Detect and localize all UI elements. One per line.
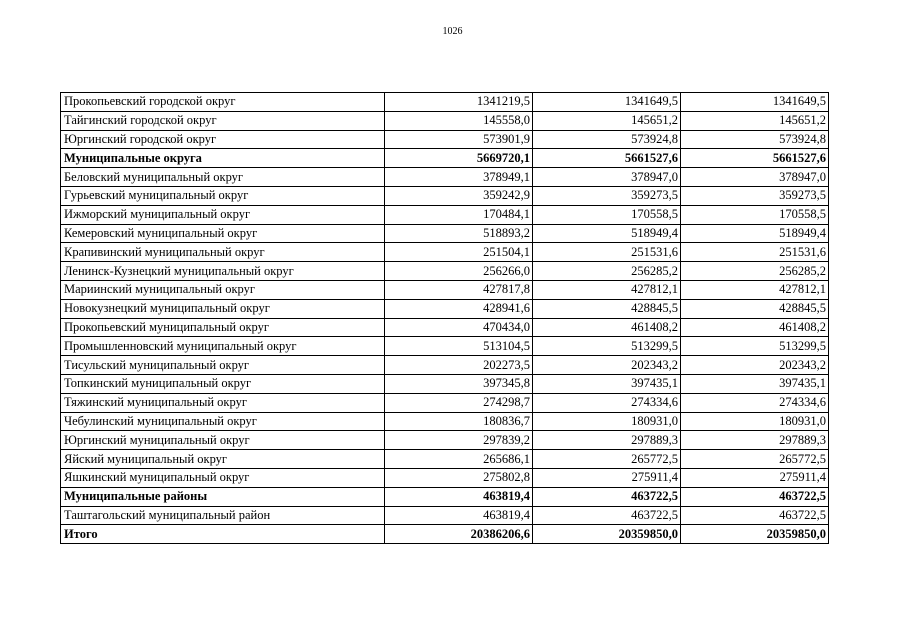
row-value-1-cell: 274298,7 — [385, 393, 533, 412]
row-name-cell: Юргинский муниципальный округ — [61, 431, 385, 450]
row-value-3-cell: 513299,5 — [681, 337, 829, 356]
table-row — [61, 111, 829, 130]
row-value-3-cell: 256285,2 — [681, 262, 829, 281]
row-value-2-cell: 180931,0 — [533, 412, 681, 431]
row-value-1-cell: 5669720,1 — [385, 149, 533, 168]
row-value-1-cell: 427817,8 — [385, 280, 533, 299]
table-row — [61, 412, 829, 431]
row-value-1-cell: 256266,0 — [385, 262, 533, 281]
row-value-3-cell: 251531,6 — [681, 243, 829, 262]
table-row — [61, 93, 829, 112]
row-value-3-cell: 274334,6 — [681, 393, 829, 412]
table-body — [61, 93, 829, 544]
row-value-3-cell: 265772,5 — [681, 450, 829, 469]
row-value-1-cell: 359242,9 — [385, 186, 533, 205]
table-row — [61, 468, 829, 487]
row-value-2-cell: 1341649,5 — [533, 93, 681, 112]
row-name-cell: Чебулинский муниципальный округ — [61, 412, 385, 431]
row-value-1-cell: 265686,1 — [385, 450, 533, 469]
row-value-2-cell: 275911,4 — [533, 468, 681, 487]
row-value-1-cell: 20386206,6 — [385, 525, 533, 544]
row-value-2-cell: 145651,2 — [533, 111, 681, 130]
table-row — [61, 506, 829, 525]
row-value-1-cell: 378949,1 — [385, 168, 533, 187]
row-name-cell: Крапивинский муниципальный округ — [61, 243, 385, 262]
row-value-1-cell: 1341219,5 — [385, 93, 533, 112]
row-value-3-cell: 145651,2 — [681, 111, 829, 130]
row-value-3-cell: 170558,5 — [681, 205, 829, 224]
row-value-2-cell: 5661527,6 — [533, 149, 681, 168]
row-value-3-cell: 573924,8 — [681, 130, 829, 149]
row-name-cell: Гурьевский муниципальный округ — [61, 186, 385, 205]
table-row — [61, 280, 829, 299]
row-name-cell: Ижморский муниципальный округ — [61, 205, 385, 224]
row-name-cell: Промышленновский муниципальный округ — [61, 337, 385, 356]
row-value-3-cell: 202343,2 — [681, 356, 829, 375]
row-value-3-cell: 427812,1 — [681, 280, 829, 299]
row-value-2-cell: 397435,1 — [533, 374, 681, 393]
row-value-2-cell: 265772,5 — [533, 450, 681, 469]
table-row-summary — [61, 525, 829, 544]
row-name-cell: Топкинский муниципальный округ — [61, 374, 385, 393]
row-value-1-cell: 202273,5 — [385, 356, 533, 375]
row-value-3-cell: 463722,5 — [681, 506, 829, 525]
row-value-2-cell: 20359850,0 — [533, 525, 681, 544]
row-value-1-cell: 463819,4 — [385, 506, 533, 525]
table-row — [61, 318, 829, 337]
row-value-1-cell: 297839,2 — [385, 431, 533, 450]
row-value-1-cell: 573901,9 — [385, 130, 533, 149]
row-value-1-cell: 518893,2 — [385, 224, 533, 243]
table-row-summary — [61, 149, 829, 168]
row-name-cell: Прокопьевский муниципальный округ — [61, 318, 385, 337]
row-value-3-cell: 397435,1 — [681, 374, 829, 393]
row-value-2-cell: 274334,6 — [533, 393, 681, 412]
row-name-cell: Ленинск-Кузнецкий муниципальный округ — [61, 262, 385, 281]
row-value-3-cell: 1341649,5 — [681, 93, 829, 112]
row-value-2-cell: 297889,3 — [533, 431, 681, 450]
row-value-3-cell: 463722,5 — [681, 487, 829, 506]
row-value-3-cell: 275911,4 — [681, 468, 829, 487]
table-row — [61, 224, 829, 243]
row-value-3-cell: 518949,4 — [681, 224, 829, 243]
row-value-3-cell: 378947,0 — [681, 168, 829, 187]
row-value-1-cell: 463819,4 — [385, 487, 533, 506]
table-row — [61, 393, 829, 412]
row-value-2-cell: 573924,8 — [533, 130, 681, 149]
row-name-cell: Муниципальные округа — [61, 149, 385, 168]
table-row — [61, 186, 829, 205]
table-row — [61, 431, 829, 450]
row-name-cell: Юргинский городской округ — [61, 130, 385, 149]
row-name-cell: Яшкинский муниципальный округ — [61, 468, 385, 487]
row-value-2-cell: 378947,0 — [533, 168, 681, 187]
row-value-2-cell: 463722,5 — [533, 487, 681, 506]
row-name-cell: Тяжинский муниципальный округ — [61, 393, 385, 412]
table-row — [61, 299, 829, 318]
row-name-cell: Таштагольский муниципальный район — [61, 506, 385, 525]
row-name-cell: Новокузнецкий муниципальный округ — [61, 299, 385, 318]
table-row — [61, 374, 829, 393]
row-value-3-cell: 180931,0 — [681, 412, 829, 431]
row-value-2-cell: 463722,5 — [533, 506, 681, 525]
row-value-2-cell: 256285,2 — [533, 262, 681, 281]
row-value-1-cell: 170484,1 — [385, 205, 533, 224]
row-value-1-cell: 145558,0 — [385, 111, 533, 130]
row-value-1-cell: 251504,1 — [385, 243, 533, 262]
table-row — [61, 168, 829, 187]
row-value-3-cell: 428845,5 — [681, 299, 829, 318]
row-value-2-cell: 170558,5 — [533, 205, 681, 224]
row-value-3-cell: 461408,2 — [681, 318, 829, 337]
row-value-1-cell: 180836,7 — [385, 412, 533, 431]
row-name-cell: Кемеровский муниципальный округ — [61, 224, 385, 243]
row-name-cell: Беловский муниципальный округ — [61, 168, 385, 187]
row-value-3-cell: 20359850,0 — [681, 525, 829, 544]
table-row — [61, 205, 829, 224]
row-value-1-cell: 275802,8 — [385, 468, 533, 487]
table-row — [61, 356, 829, 375]
page-number: 1026 — [442, 26, 463, 37]
row-name-cell: Муниципальные районы — [61, 487, 385, 506]
row-value-1-cell: 397345,8 — [385, 374, 533, 393]
row-value-2-cell: 251531,6 — [533, 243, 681, 262]
table-row-summary — [61, 487, 829, 506]
row-value-3-cell: 5661527,6 — [681, 149, 829, 168]
row-value-2-cell: 428845,5 — [533, 299, 681, 318]
row-name-cell: Тисульский муниципальный округ — [61, 356, 385, 375]
budget-table — [60, 92, 829, 544]
table-row — [61, 450, 829, 469]
row-value-2-cell: 461408,2 — [533, 318, 681, 337]
row-value-2-cell: 518949,4 — [533, 224, 681, 243]
row-value-3-cell: 359273,5 — [681, 186, 829, 205]
row-value-1-cell: 513104,5 — [385, 337, 533, 356]
row-name-cell: Яйский муниципальный округ — [61, 450, 385, 469]
row-value-1-cell: 428941,6 — [385, 299, 533, 318]
row-value-2-cell: 202343,2 — [533, 356, 681, 375]
table-row — [61, 262, 829, 281]
row-value-3-cell: 297889,3 — [681, 431, 829, 450]
row-name-cell: Прокопьевский городской округ — [61, 93, 385, 112]
row-value-2-cell: 513299,5 — [533, 337, 681, 356]
row-value-1-cell: 470434,0 — [385, 318, 533, 337]
table-row — [61, 130, 829, 149]
row-name-cell: Тайгинский городской округ — [61, 111, 385, 130]
row-name-cell: Мариинский муниципальный округ — [61, 280, 385, 299]
row-value-2-cell: 427812,1 — [533, 280, 681, 299]
table-row — [61, 337, 829, 356]
row-name-cell: Итого — [61, 525, 385, 544]
row-value-2-cell: 359273,5 — [533, 186, 681, 205]
table-row — [61, 243, 829, 262]
